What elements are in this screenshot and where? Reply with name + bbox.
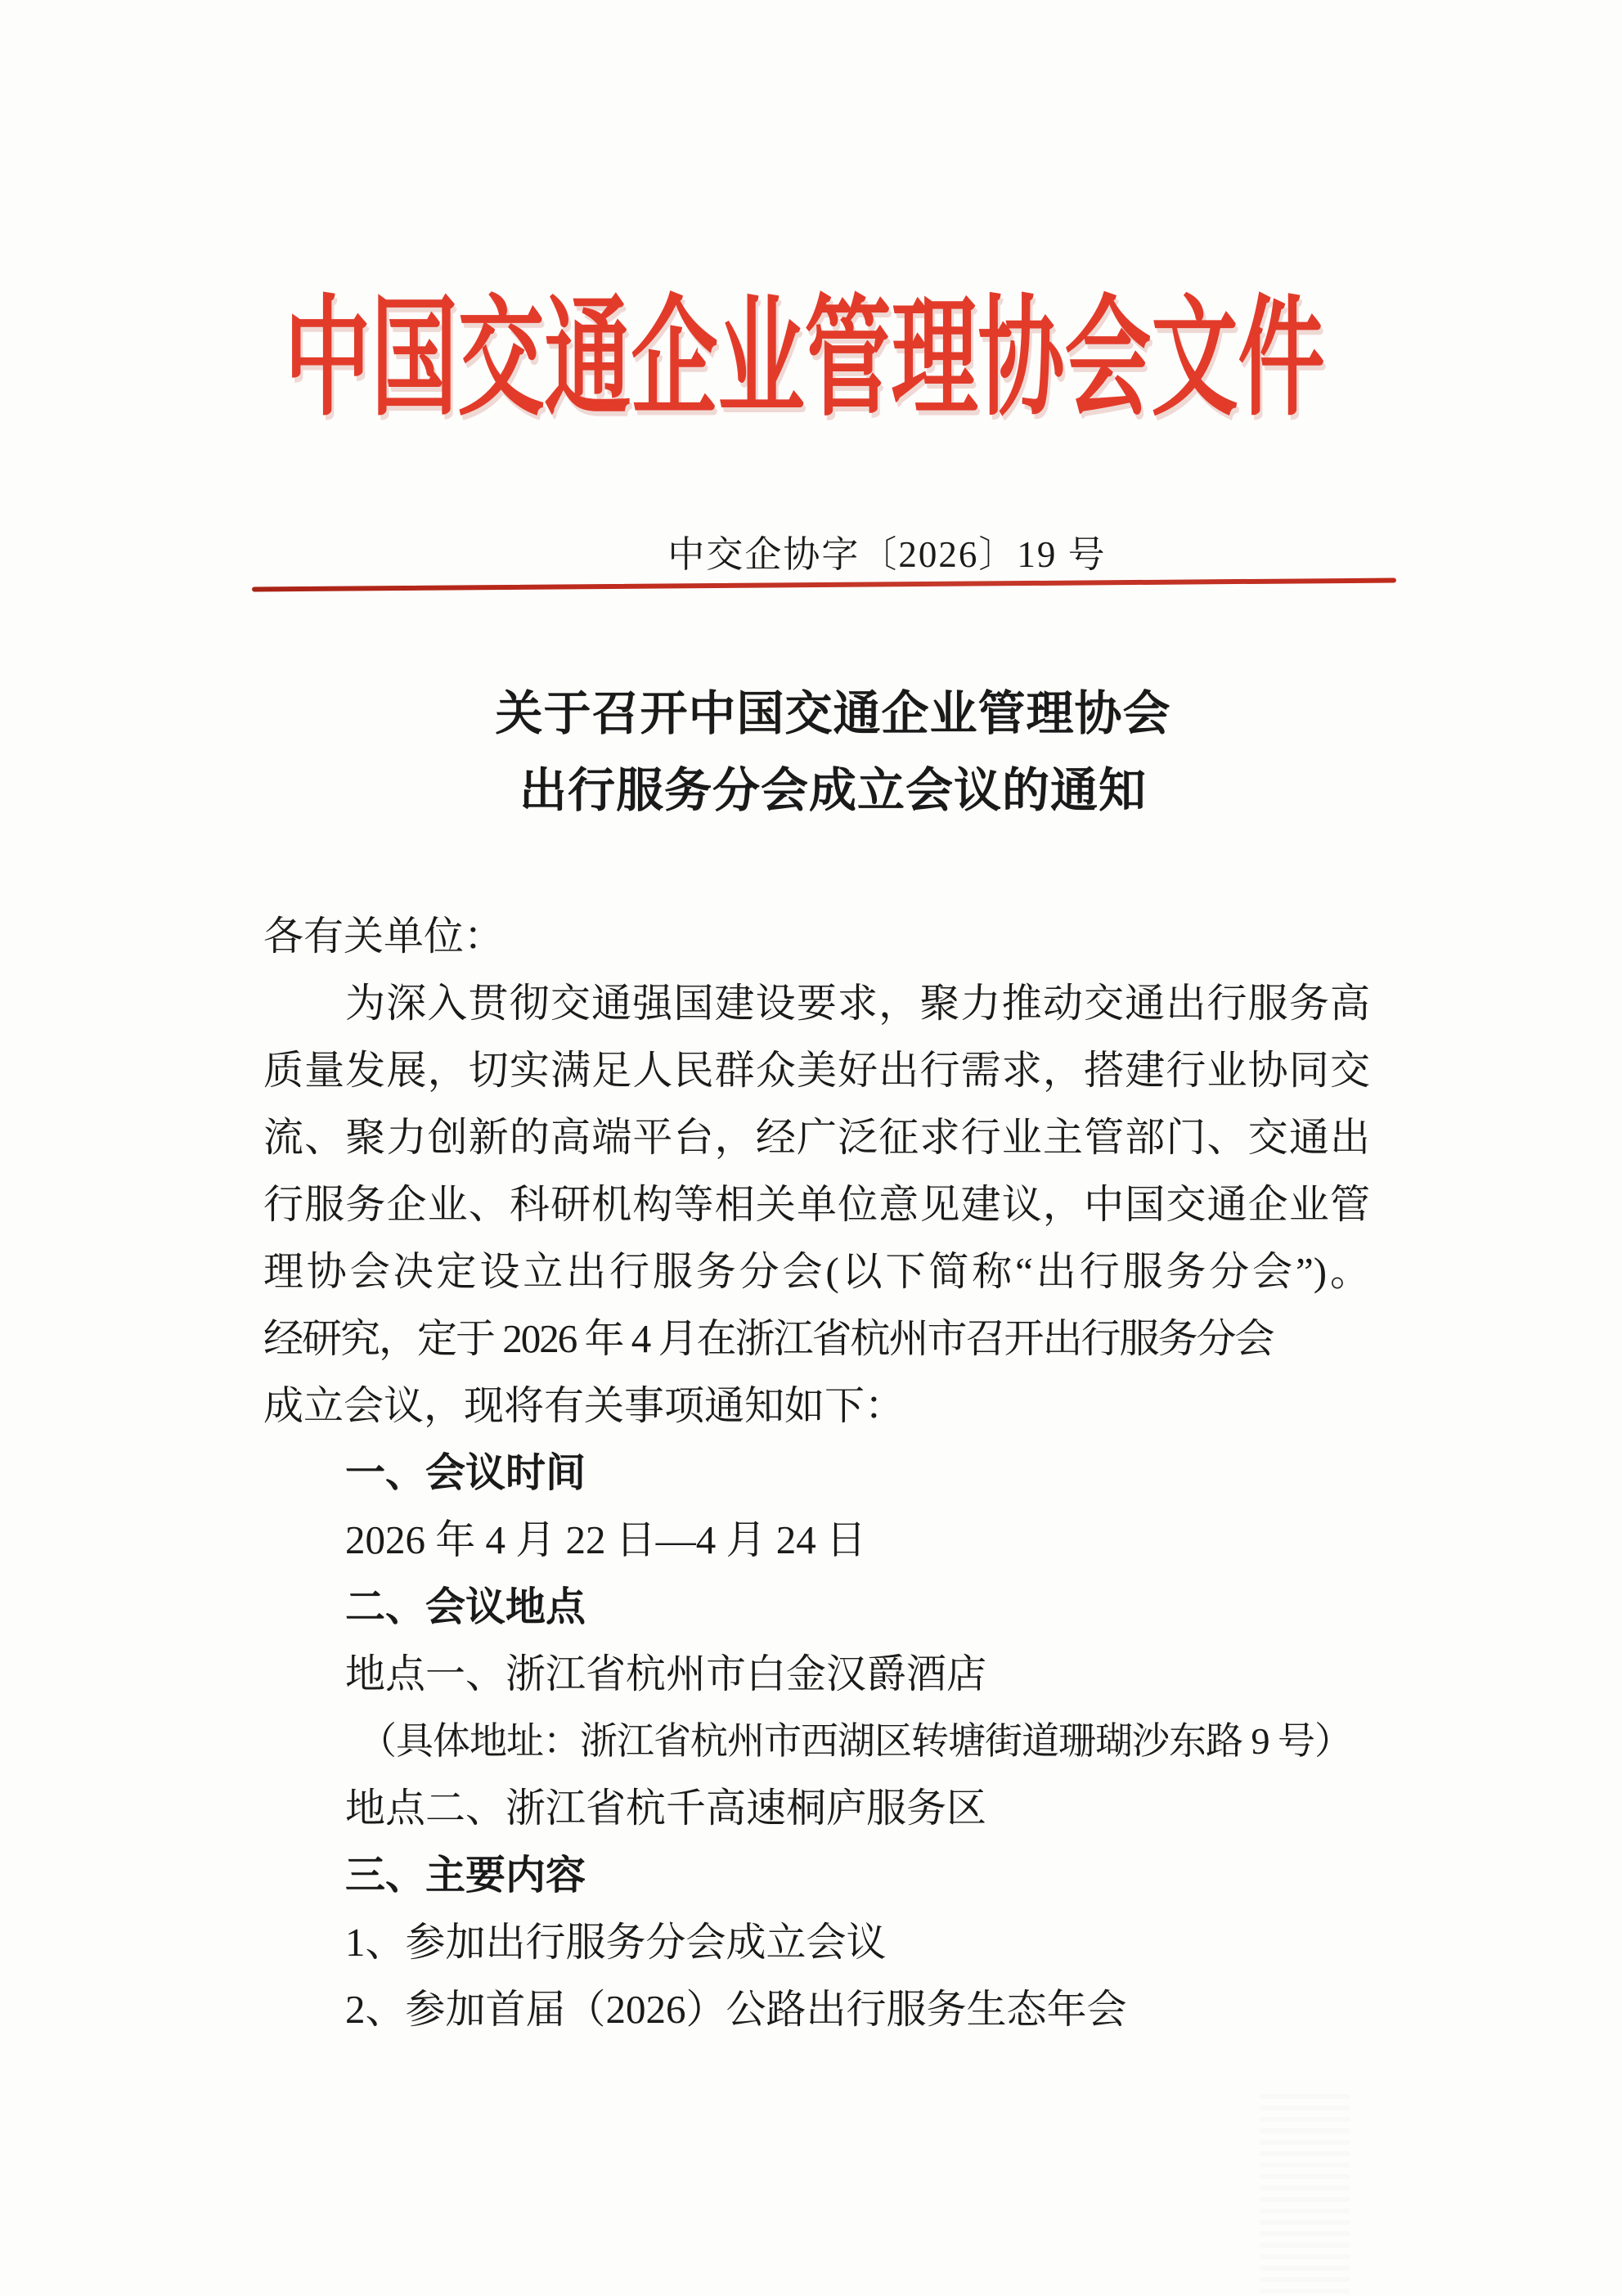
- document-title-line-2: 出行服务分会成立会议的通知: [519, 764, 1147, 817]
- paragraph-line: 质量发展，切实满足人民群众美好出行需求，搭建行业协同交: [263, 1048, 1370, 1093]
- paragraph-line: 流、聚力创新的高端平台，经广泛征求行业主管部门、交通出: [263, 1115, 1370, 1160]
- agenda-item-1: 1、参加出行服务分会成立会议: [345, 1920, 887, 1965]
- heading-meeting-venue: 二、会议地点: [345, 1585, 586, 1629]
- document-title: [22, 676, 1622, 829]
- red-divider-line: [252, 578, 1396, 592]
- salutation: 各有关单位：: [263, 914, 505, 959]
- document-body: [263, 903, 1370, 2043]
- paragraph-line: 经研究，定于 2026 年 4 月在浙江省杭州市召开出行服务分会: [263, 1316, 1274, 1361]
- paragraph-line: 成立会议，现将有关事项通知如下：: [263, 1383, 905, 1428]
- scan-artifact: [1260, 2094, 1350, 2296]
- paragraph-line: 理协会决定设立出行服务分会(以下简称“出行服务分会”)。: [263, 1249, 1370, 1294]
- masthead-title: 中国交通企业管理协会文件: [284, 287, 1325, 431]
- document-title-line-1: 关于召开中国交通企业管理协会: [495, 687, 1171, 740]
- paragraph-line: 为深入贯彻交通强国建设要求，聚力推动交通出行服务高: [345, 981, 1370, 1026]
- meeting-dates: 2026 年 4 月 22 日—4 月 24 日: [345, 1517, 867, 1562]
- heading-main-content: 三、主要内容: [345, 1853, 586, 1898]
- heading-meeting-time: 一、会议时间: [345, 1451, 586, 1495]
- venue-one: 地点一、浙江省杭州市白金汉爵酒店: [345, 1651, 987, 1696]
- paragraph-line: 行服务企业、科研机构等相关单位意见建议，中国交通企业管: [263, 1182, 1370, 1227]
- document-number: 中交企协字〔2026〕19 号: [667, 534, 1107, 575]
- agenda-item-2: 2、参加首届（2026）公路出行服务生态年会: [345, 1987, 1127, 2032]
- venue-address-note: （具体地址：浙江省杭州市西湖区转塘街道珊瑚沙东路 9 号）: [359, 1720, 1351, 1762]
- venue-two: 地点二、浙江省杭千高速桐庐服务区: [345, 1786, 987, 1831]
